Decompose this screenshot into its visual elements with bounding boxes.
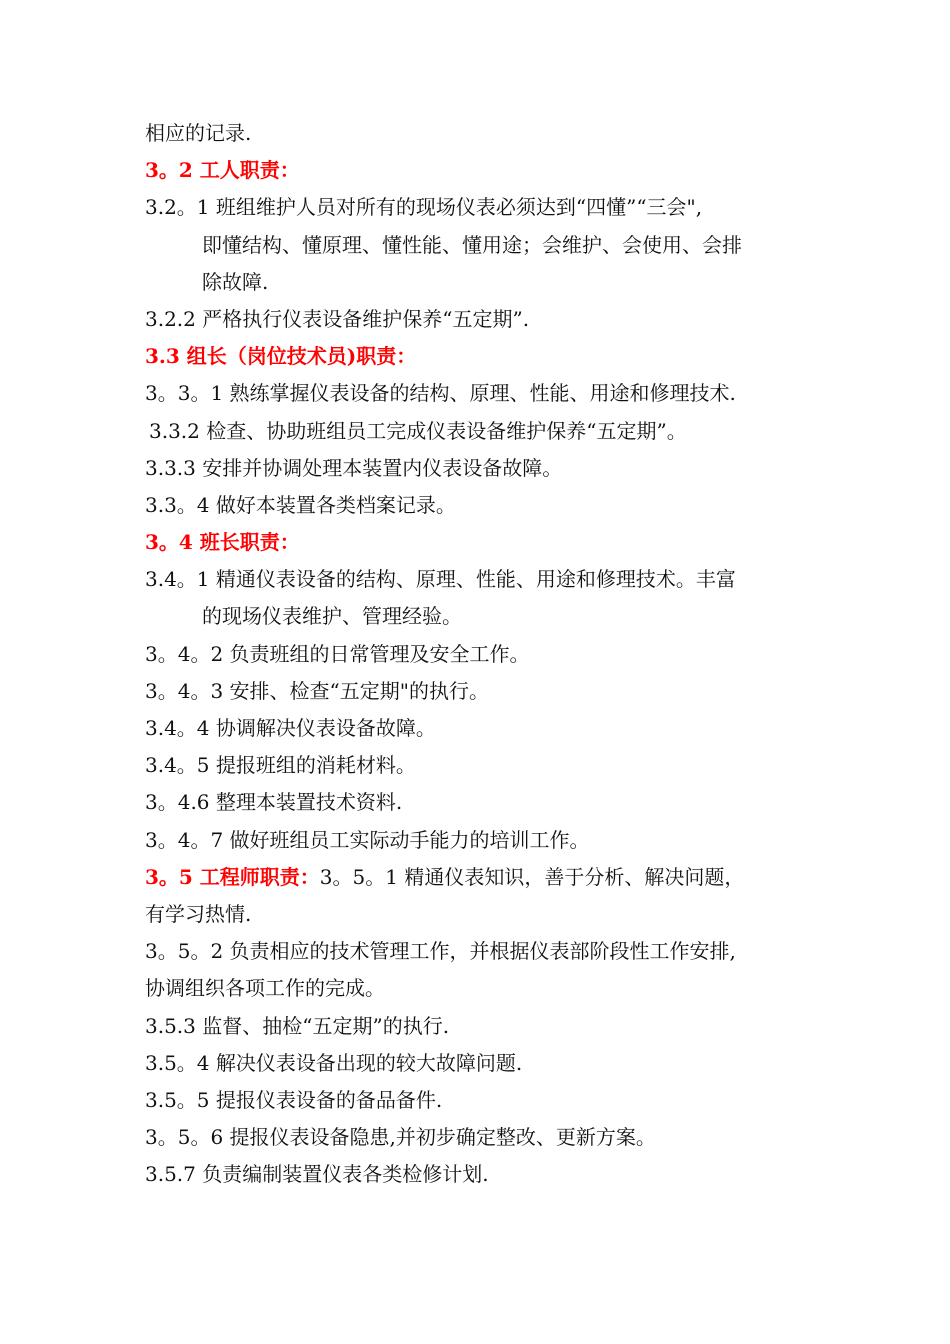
text-line: 3.3。4 做好本装置各类档案记录。 [145, 492, 456, 517]
text-line: 3。4。2 负责班组的日常管理及安全工作。 [145, 641, 530, 666]
text-line-continuation: 即懂结构、懂原理、懂性能、懂用途；会维护、会使用、会排 [202, 232, 742, 257]
mixed-heading-line [145, 859, 813, 896]
text-line: 3。3。1 熟练掌握仪表设备的结构、原理、性能、用途和修理技术. [145, 381, 736, 406]
section-heading-3-5: 3。5 工程师职责： [145, 864, 320, 889]
text-line: 3.5。4 解决仪表设备出现的较大故障问题. [145, 1050, 523, 1075]
document-body [145, 115, 813, 1193]
text-line: 3。4.6 整理本装置技术资料. [145, 790, 403, 815]
text-line: 3.4。5 提报班组的消耗材料。 [145, 753, 416, 778]
text-line: 3。4。3 安排、检查“五定期"的执行。 [145, 678, 489, 703]
text-line: 协调组织各项工作的完成。 [145, 976, 385, 1001]
section-heading-3-3: 3.3 组长（岗位技术员)职责： [145, 344, 417, 369]
text-line: 有学习热情. [145, 901, 252, 926]
text-line-continuation: 除故障. [202, 269, 269, 294]
text-line: 3。5。2 负责相应的技术管理工作，并根据仪表部阶段性工作安排, [145, 939, 736, 964]
text-line: 3.2。1 班组维护人员对所有的现场仪表必须达到“四懂”“三会", [145, 195, 703, 220]
text-line: 3.4。1 精通仪表设备的结构、原理、性能、用途和修理技术。丰富 [145, 567, 736, 592]
text-line: 3.3.2 检查、协助班组员工完成仪表设备维护保养“五定期”。 [149, 418, 687, 443]
text-line: 3.5。5 提报仪表设备的备品备件. [145, 1087, 443, 1112]
text-line: 3.2.2 严格执行仪表设备维护保养“五定期”. [145, 306, 530, 331]
text-line: 3。4。7 做好班组员工实际动手能力的培训工作。 [145, 827, 590, 852]
section-heading-3-2: 3。2 工人职责： [145, 158, 300, 183]
section-heading-3-4: 3。4 班长职责： [145, 530, 300, 555]
text-line: 3.3.3 安排并协调处理本装置内仪表设备故障。 [145, 455, 563, 480]
text-line: 相应的记录. [145, 121, 252, 145]
text-line: 3.4。4 协调解决仪表设备故障。 [145, 716, 436, 740]
text-line: 3.5.7 负责编制装置仪表各类检修计划. [145, 1162, 489, 1187]
text-line: 3.5.3 监督、抽检“五定期”的执行. [145, 1013, 450, 1038]
text-line-continuation: 的现场仪表维护、管理经验。 [202, 604, 462, 629]
text-line: 3。5。6 提报仪表设备隐患,并初步确定整改、更新方案。 [145, 1125, 656, 1150]
inline-text: 3。5。1 精通仪表知识，善于分析、解决问题， [319, 864, 745, 889]
